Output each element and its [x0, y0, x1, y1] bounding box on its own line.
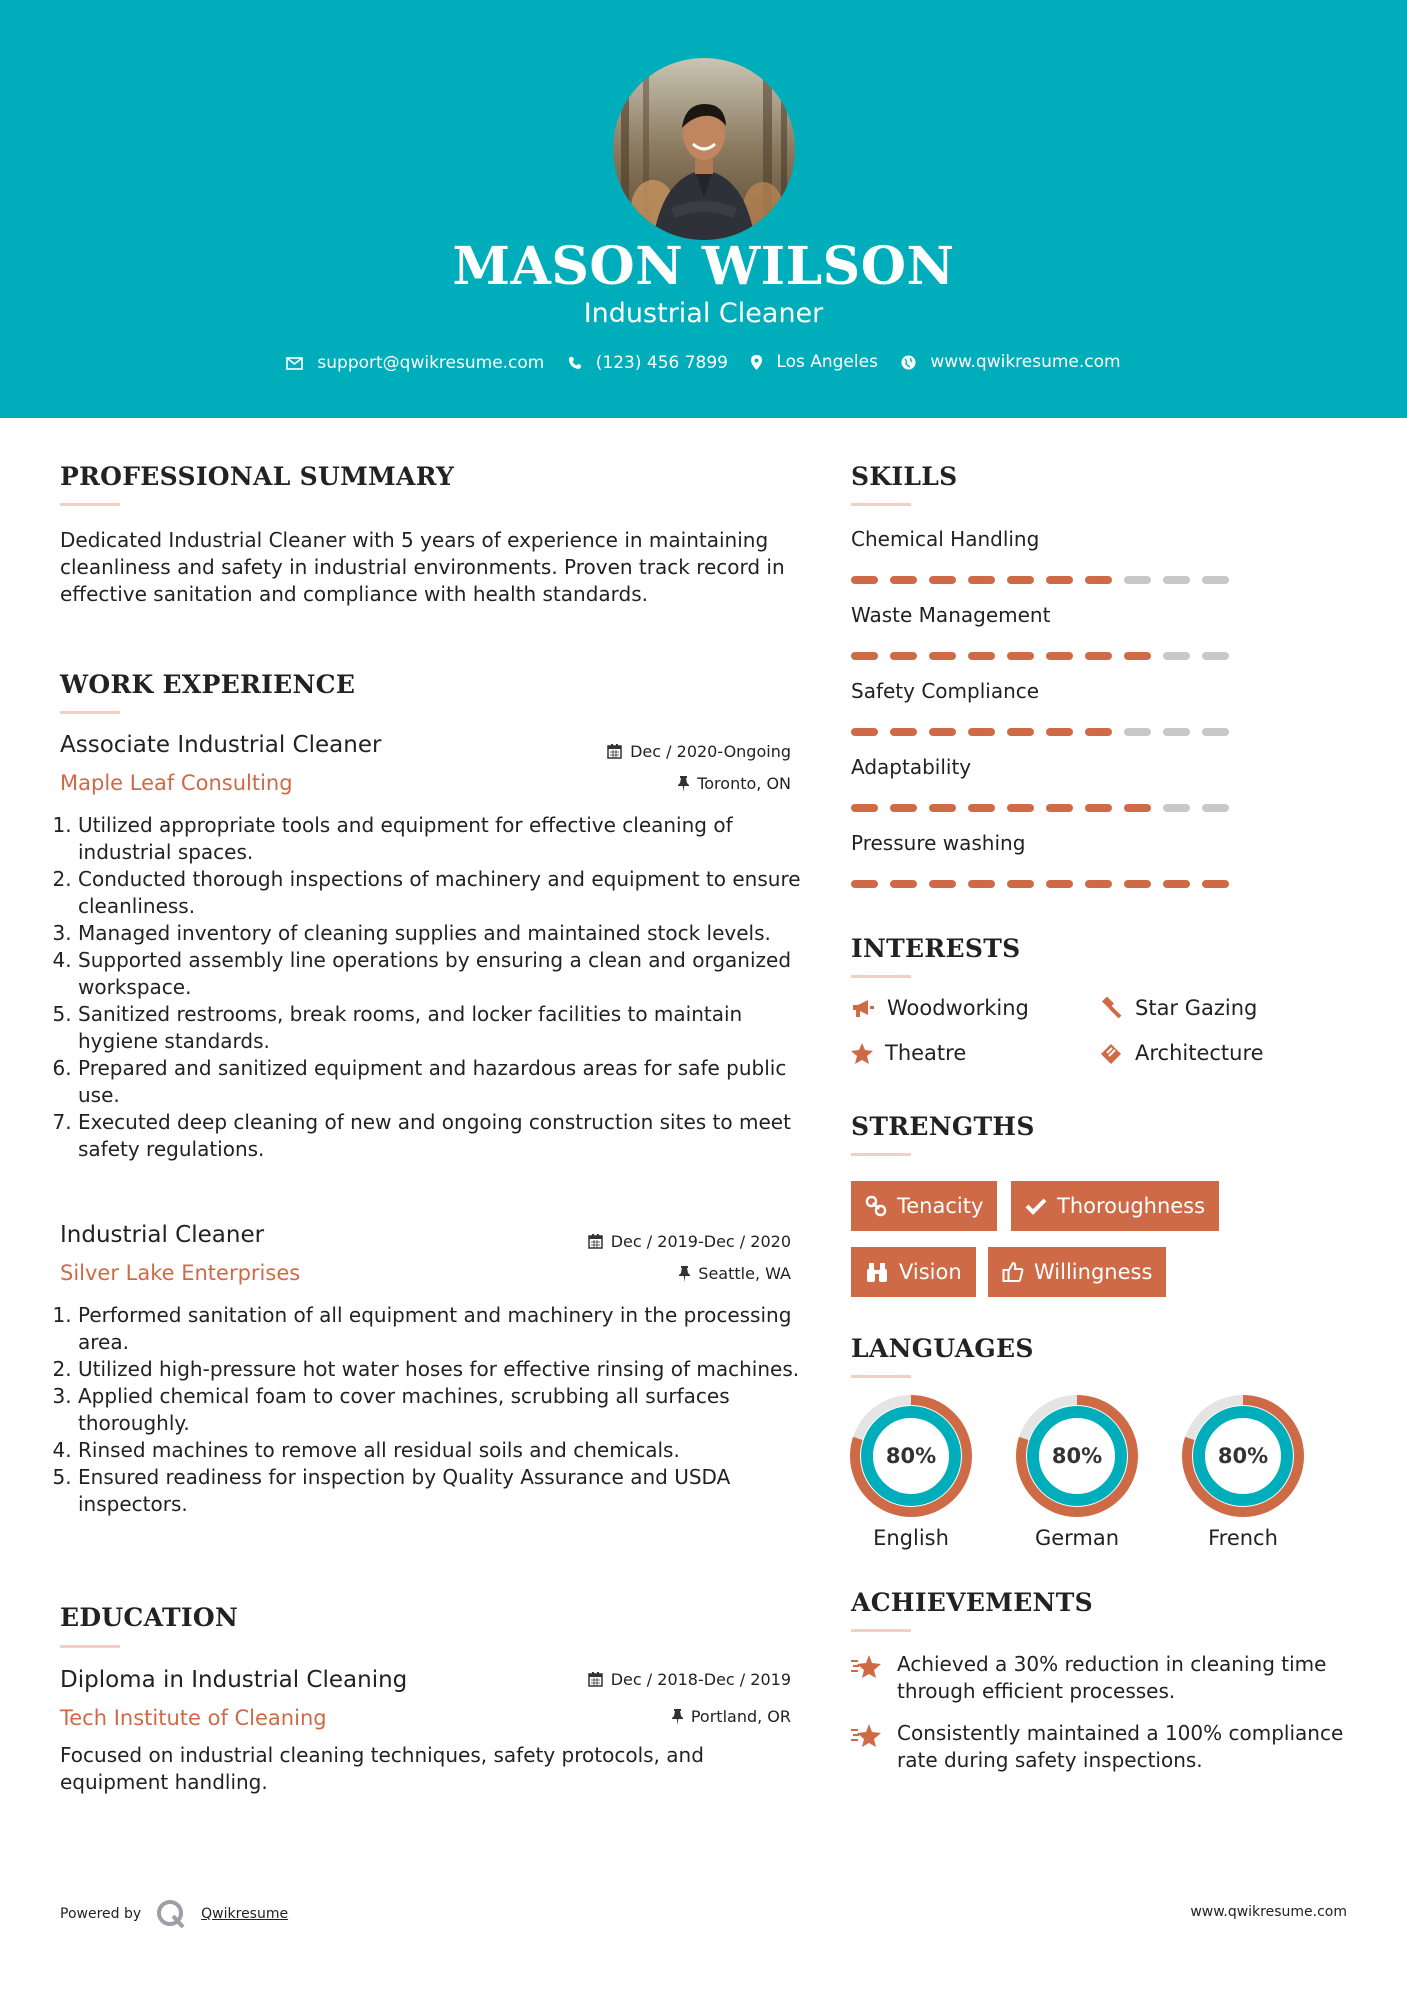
- map-pin-icon: [751, 355, 762, 370]
- candidate-name: MASON WILSON: [452, 236, 955, 297]
- thumbs-up-icon: [1002, 1261, 1024, 1283]
- interest-label: Star Gazing: [1135, 996, 1258, 1020]
- contact-bar: [0, 352, 1407, 375]
- bullhorn-icon: [851, 998, 875, 1018]
- skill-dash-empty: [1163, 804, 1190, 812]
- skill-dash-filled: [890, 728, 917, 736]
- skill-dash-empty: [1163, 728, 1190, 736]
- language-donut-chart: [849, 1394, 973, 1518]
- language-name: German: [1034, 1526, 1120, 1550]
- skill-dash-filled: [890, 804, 917, 812]
- skill-dash-filled: [1046, 880, 1073, 888]
- skill-dash-filled: [1085, 576, 1112, 584]
- interests-underline: [851, 975, 911, 978]
- list-item: 2. Utilized high-pressure hot water hoses for effective rinsing of machines.: [78, 1356, 820, 1383]
- job-dates-text: Dec / 2020-Ongoing: [630, 742, 791, 761]
- pushpin-icon: [678, 776, 689, 792]
- skill-dash-filled: [1046, 652, 1073, 660]
- interest-label: Theatre: [885, 1041, 967, 1065]
- brand-link[interactable]: Qwikresume: [201, 1906, 289, 1922]
- language-donut-chart: [1015, 1394, 1139, 1518]
- email-text: support@qwikresume.com: [317, 353, 545, 373]
- skill-dash-filled: [1085, 804, 1112, 812]
- strength-label: Vision: [899, 1260, 962, 1284]
- achievement-text: Consistently maintained a 100% compliance rate during safety inspections.: [897, 1721, 1344, 1772]
- strength-badge: [1011, 1181, 1219, 1231]
- contact-location: [751, 352, 878, 372]
- job-location-text: Seattle, WA: [698, 1264, 791, 1283]
- interest-label: Woodworking: [887, 996, 1029, 1020]
- strengths-heading: STRENGTHS: [851, 1112, 1035, 1141]
- list-item: 5. Ensured readiness for inspection by Quality Assurance and USDA inspectors.: [78, 1464, 820, 1518]
- summary-underline: [60, 503, 120, 506]
- skill-dash-filled: [851, 880, 878, 888]
- interest-item: [1099, 996, 1257, 1020]
- skill-dash-filled: [968, 652, 995, 660]
- list-item: 5. Sanitized restrooms, break rooms, and locker facilities to maintain hygiene standards.: [78, 1001, 820, 1055]
- skill-dash-empty: [1163, 652, 1190, 660]
- skill-dash-filled: [890, 880, 917, 888]
- skill-rating-bar: [851, 728, 1229, 736]
- language-name: English: [873, 1526, 949, 1550]
- experience-underline: [60, 711, 120, 714]
- skill-dash-filled: [1046, 576, 1073, 584]
- education-underline: [60, 1645, 120, 1648]
- job-title: Associate Industrial Cleaner: [60, 732, 382, 758]
- strength-badge: [851, 1181, 997, 1231]
- summary-text: Dedicated Industrial Cleaner with 5 years of experience in maintaining cleanliness and safety in industrial environments. Proven track record in effective sanitation and compliance with health standards.: [60, 528, 785, 606]
- skill-dash-empty: [1202, 576, 1229, 584]
- language-name: French: [1208, 1526, 1278, 1550]
- skill-dash-filled: [890, 652, 917, 660]
- achievement-item: [851, 1720, 1351, 1774]
- contact-email[interactable]: [286, 353, 544, 373]
- phone-text: (123) 456 7899: [595, 352, 728, 373]
- envelope-icon: [286, 357, 303, 370]
- footer-powered-by: [60, 1898, 288, 1930]
- gavel-icon: [1099, 997, 1123, 1019]
- skill-dash-filled: [1202, 880, 1229, 888]
- interest-label: Architecture: [1135, 1041, 1264, 1065]
- contact-website[interactable]: [901, 352, 1120, 372]
- skill-dash-filled: [1124, 804, 1151, 812]
- skill-dash-filled: [1124, 880, 1151, 888]
- skill-dash-filled: [1007, 728, 1034, 736]
- skill-dash-filled: [851, 576, 878, 584]
- achievements-underline: [851, 1629, 911, 1632]
- skill-dash-filled: [929, 576, 956, 584]
- skill-rating-bar: [851, 804, 1229, 812]
- list-item: 4. Supported assembly line operations by ensuring a clean and organized workspace.: [78, 947, 820, 1001]
- binoculars-icon: [865, 1261, 889, 1283]
- location-text: Los Angeles: [776, 352, 878, 372]
- footer-website[interactable]: www.qwikresume.com: [1190, 1904, 1347, 1920]
- pushpin-icon: [679, 1266, 690, 1282]
- skill-dash-filled: [1085, 728, 1112, 736]
- skill-dash-filled: [968, 728, 995, 736]
- skill-dash-filled: [1007, 576, 1034, 584]
- company-name: Maple Leaf Consulting: [60, 771, 293, 795]
- list-item: 1. Performed sanitation of all equipment and machinery in the processing area.: [78, 1302, 820, 1356]
- skills-underline: [851, 503, 911, 506]
- strength-badge: [988, 1247, 1166, 1297]
- skill-dash-filled: [1085, 880, 1112, 888]
- skill-name: Safety Compliance: [851, 679, 1040, 703]
- skill-dash-empty: [1124, 728, 1151, 736]
- job-duties-list: [48, 812, 820, 1163]
- profile-photo: [613, 58, 795, 240]
- job-title: Industrial Cleaner: [60, 1222, 265, 1248]
- skill-rating-bar: [851, 880, 1229, 888]
- list-item: 3. Managed inventory of cleaning supplies and maintained stock levels.: [78, 920, 820, 947]
- list-item: 7. Executed deep cleaning of new and ongoing construction sites to meet safety regulations.: [78, 1109, 820, 1163]
- skill-dash-filled: [929, 652, 956, 660]
- skill-name: Adaptability: [851, 755, 972, 779]
- skill-dash-filled: [929, 728, 956, 736]
- skill-name: Waste Management: [851, 603, 1051, 627]
- list-item: 3. Applied chemical foam to cover machines, scrubbing all surfaces thoroughly.: [78, 1383, 820, 1437]
- languages-underline: [851, 1375, 911, 1378]
- skill-dash-filled: [851, 728, 878, 736]
- language-percent-label: 80%: [1217, 1444, 1269, 1468]
- candidate-title: Industrial Cleaner: [583, 298, 824, 329]
- interest-item: [851, 996, 1029, 1020]
- calendar-icon: [588, 1234, 603, 1249]
- language-percent-label: 80%: [885, 1444, 937, 1468]
- language-item: [1178, 1394, 1308, 1550]
- skill-dash-empty: [1124, 576, 1151, 584]
- job-dates: [607, 742, 791, 761]
- skill-dash-empty: [1202, 652, 1229, 660]
- star-badge-icon: [851, 1722, 883, 1748]
- job-location: [679, 1264, 791, 1283]
- job-duties-list: [48, 1302, 820, 1518]
- skill-rating-bar: [851, 576, 1229, 584]
- job-location: [678, 774, 791, 793]
- calendar-icon: [607, 744, 622, 759]
- skill-dash-empty: [1163, 576, 1190, 584]
- skill-dash-filled: [1163, 880, 1190, 888]
- language-donut-chart: [1181, 1394, 1305, 1518]
- job-location-text: Toronto, ON: [697, 774, 791, 793]
- list-item: 6. Prepared and sanitized equipment and hazardous areas for safe public use.: [78, 1055, 820, 1109]
- interest-item: [1099, 1041, 1264, 1065]
- skill-dash-empty: [1202, 728, 1229, 736]
- job-dates: [588, 1232, 791, 1251]
- strength-badge: [851, 1247, 976, 1297]
- language-percent-label: 80%: [1051, 1444, 1103, 1468]
- achievement-text: Achieved a 30% reduction in cleaning time through efficient processes.: [897, 1652, 1327, 1703]
- skills-heading: SKILLS: [851, 462, 958, 491]
- company-name: Silver Lake Enterprises: [60, 1261, 301, 1285]
- skill-name: Chemical Handling: [851, 527, 1040, 551]
- globe-icon: [901, 355, 916, 370]
- language-item: [846, 1394, 976, 1550]
- strength-label: Tenacity: [897, 1194, 984, 1218]
- contact-phone[interactable]: [568, 353, 728, 373]
- job-dates-text: Dec / 2019-Dec / 2020: [610, 1232, 791, 1251]
- qwikresume-logo-icon: [155, 1898, 187, 1930]
- school-name: Tech Institute of Cleaning: [60, 1706, 327, 1730]
- strength-label: Thoroughness: [1057, 1194, 1206, 1218]
- website-text: www.qwikresume.com: [930, 352, 1121, 372]
- skill-dash-filled: [851, 804, 878, 812]
- skill-dash-filled: [851, 652, 878, 660]
- education-heading: EDUCATION: [60, 1603, 239, 1632]
- education-description: Focused on industrial cleaning techniques, safety protocols, and equipment handling.: [60, 1743, 704, 1794]
- degree-title: Diploma in Industrial Cleaning: [60, 1667, 408, 1693]
- strength-label: Willingness: [1034, 1260, 1153, 1284]
- skill-dash-filled: [1007, 880, 1034, 888]
- skill-dash-filled: [890, 576, 917, 584]
- ticket-icon: [1099, 1042, 1123, 1064]
- skill-rating-bar: [851, 652, 1229, 660]
- skill-dash-filled: [1007, 804, 1034, 812]
- education-dates: [588, 1670, 791, 1689]
- check-icon: [1025, 1197, 1047, 1215]
- experience-heading: WORK EXPERIENCE: [60, 670, 356, 699]
- header-banner: [0, 0, 1407, 418]
- pushpin-icon: [672, 1709, 683, 1725]
- list-item: 2. Conducted thorough inspections of machinery and equipment to ensure cleanliness.: [78, 866, 820, 920]
- strengths-underline: [851, 1153, 911, 1156]
- phone-icon: [568, 356, 582, 370]
- skill-name: Pressure washing: [851, 831, 1026, 855]
- education-location-text: Portland, OR: [690, 1707, 791, 1726]
- skill-dash-filled: [1046, 804, 1073, 812]
- skill-dash-filled: [1046, 728, 1073, 736]
- education-location: [672, 1707, 791, 1726]
- skill-dash-filled: [968, 880, 995, 888]
- powered-by-text: Powered by: [60, 1906, 142, 1922]
- achievement-item: [851, 1651, 1351, 1705]
- star-badge-icon: [851, 1653, 883, 1679]
- interests-heading: INTERESTS: [851, 934, 1021, 963]
- languages-heading: LANGUAGES: [851, 1334, 1034, 1363]
- skill-dash-filled: [968, 576, 995, 584]
- skill-dash-filled: [929, 880, 956, 888]
- interest-item: [851, 1041, 966, 1065]
- skill-dash-filled: [1124, 652, 1151, 660]
- education-dates-text: Dec / 2018-Dec / 2019: [610, 1670, 791, 1689]
- list-item: 1. Utilized appropriate tools and equipment for effective cleaning of industrial spaces.: [78, 812, 820, 866]
- summary-heading: PROFESSIONAL SUMMARY: [60, 462, 455, 491]
- skill-dash-filled: [968, 804, 995, 812]
- skill-dash-filled: [1085, 652, 1112, 660]
- calendar-icon: [588, 1672, 603, 1687]
- skill-dash-filled: [1007, 652, 1034, 660]
- link-icon: [865, 1195, 887, 1217]
- achievements-heading: ACHIEVEMENTS: [851, 1588, 1093, 1617]
- skill-dash-empty: [1202, 804, 1229, 812]
- skill-dash-filled: [929, 804, 956, 812]
- list-item: 4. Rinsed machines to remove all residual soils and chemicals.: [78, 1437, 820, 1464]
- star-icon: [851, 1043, 873, 1064]
- language-item: [1012, 1394, 1142, 1550]
